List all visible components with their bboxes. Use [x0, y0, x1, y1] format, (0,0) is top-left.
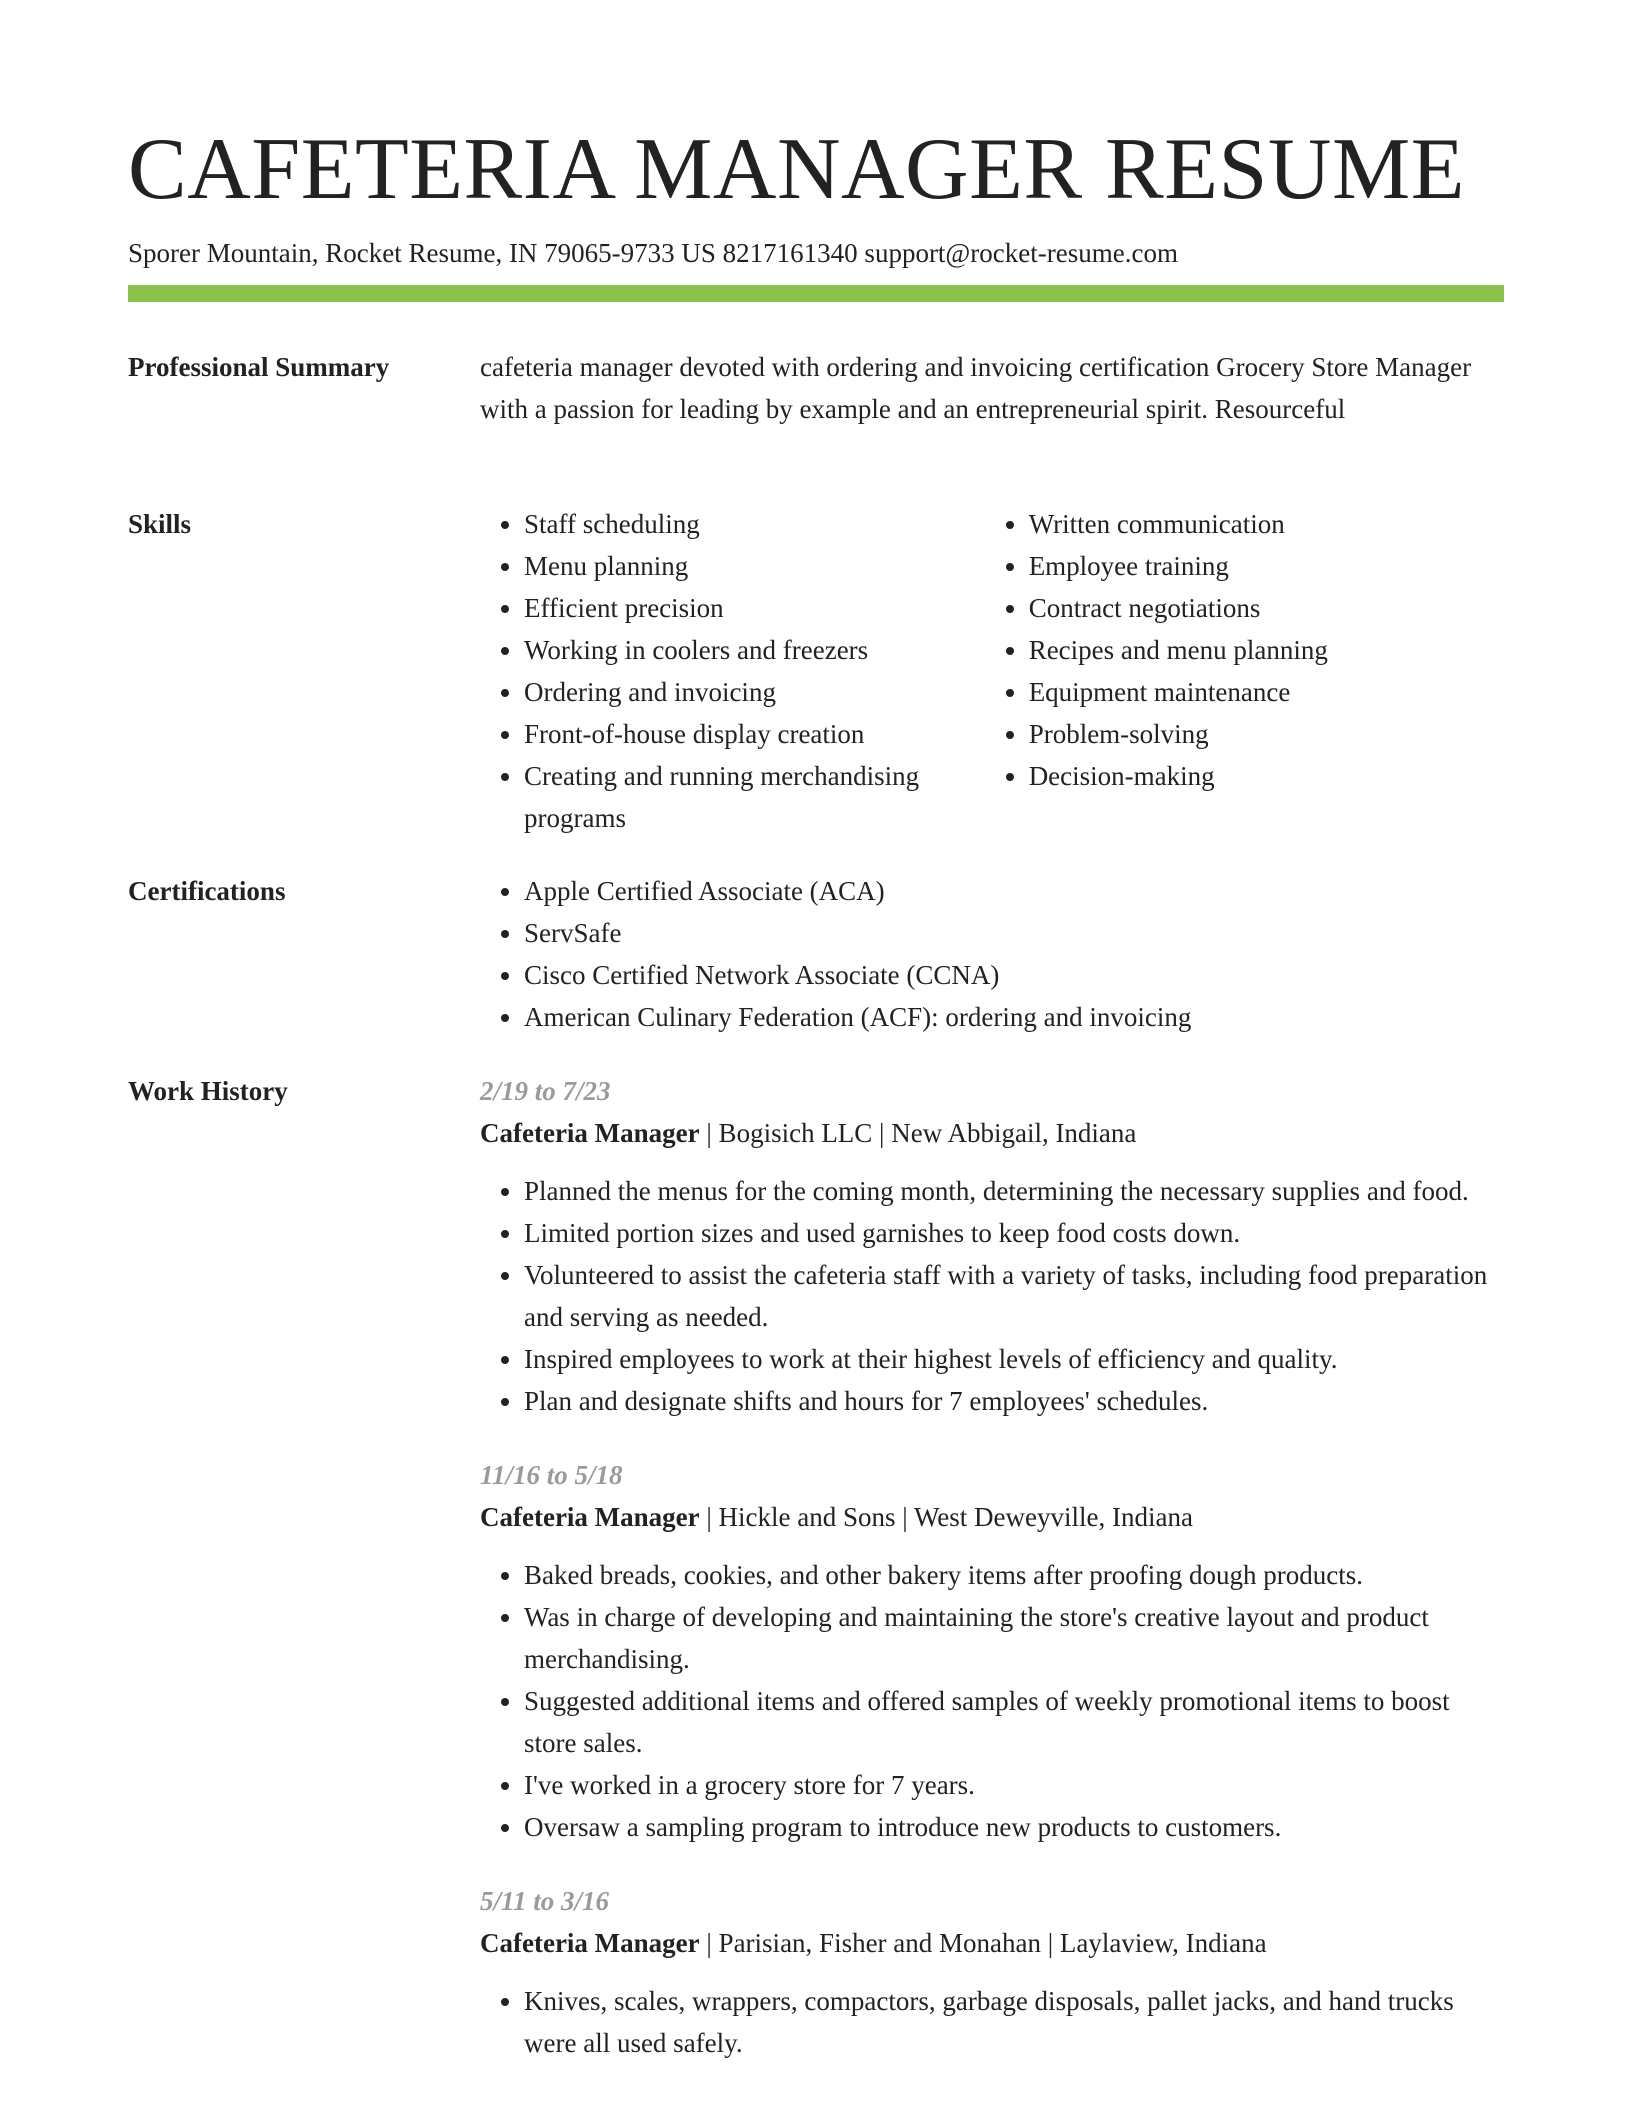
list-item: • Plan and designate shifts and hours for 7 employees' schedules. [524, 1380, 1504, 1422]
list-item: • I've worked in a grocery store for 7 years. [524, 1764, 1504, 1806]
resume-title: CAFETERIA MANAGER RESUME [128, 121, 1465, 218]
list-item: • Contract negotiations [1029, 587, 1504, 629]
list-item: • Suggested additional items and offered samples of weekly promotional items to boost store sales. [524, 1680, 1504, 1764]
job-details: | Parisian, Fisher and Monahan | Laylaview, Indiana [699, 1928, 1267, 1958]
job-bullets [480, 1170, 1504, 1422]
section-label: Professional Summary [128, 352, 390, 382]
list-item: • Problem-solving [1029, 713, 1504, 755]
section-label: Work History [128, 1076, 288, 1106]
work-history-list [480, 1070, 1504, 2096]
contact-line: Sporer Mountain, Rocket Resume, IN 79065-9733 US 8217161340 support@rocket-resume.com [128, 238, 1178, 268]
job-title: Cafeteria Manager [480, 1928, 700, 1958]
job-heading [480, 1922, 1504, 1964]
list-item: • Staff scheduling [524, 503, 985, 545]
job-heading [480, 1496, 1504, 1538]
list-item: • Oversaw a sampling program to introduce new products to customers. [524, 1806, 1504, 1848]
certifications-list [480, 870, 1504, 1038]
list-item: • Inspired employees to work at their highest levels of efficiency and quality. [524, 1338, 1504, 1380]
job-entry [480, 1070, 1504, 1422]
list-item: • Was in charge of developing and maintaining the store's creative layout and product merchandising. [524, 1596, 1504, 1680]
list-item: • Written communication [1029, 503, 1504, 545]
list-item: • Employee training [1029, 545, 1504, 587]
list-item: • Ordering and invoicing [524, 671, 985, 713]
list-item: • Decision-making [1029, 755, 1504, 797]
section-label: Skills [128, 509, 192, 539]
list-item: • Baked breads, cookies, and other bakery items after proofing dough products. [524, 1554, 1504, 1596]
list-item: • Front-of-house display creation [524, 713, 985, 755]
list-item: • ServSafe [524, 912, 1504, 954]
job-details: | Hickle and Sons | West Deweyville, Indiana [699, 1502, 1193, 1532]
list-item: • Limited portion sizes and used garnishes to keep food costs down. [524, 1212, 1504, 1254]
resume-header [128, 118, 1504, 270]
list-item: • Apple Certified Associate (ACA) [524, 870, 1504, 912]
job-title: Cafeteria Manager [480, 1118, 700, 1148]
job-bullets [480, 1554, 1504, 1848]
job-date: 5/11 to 3/16 [480, 1886, 610, 1916]
skills-list-left [480, 503, 985, 839]
list-item: • Recipes and menu planning [1029, 629, 1504, 671]
job-entry [480, 1880, 1504, 2064]
skills-list-right [985, 503, 1504, 839]
list-item: • Cisco Certified Network Associate (CCNA) [524, 954, 1504, 996]
section-label: Certifications [128, 876, 286, 906]
job-entry [480, 1454, 1504, 1848]
list-item: • Efficient precision [524, 587, 985, 629]
list-item: • Creating and running merchandising programs [524, 755, 985, 839]
list-item: • Menu planning [524, 545, 985, 587]
job-title: Cafeteria Manager [480, 1502, 700, 1532]
summary-text: cafeteria manager devoted with ordering and invoicing certification Grocery Store Manager with a passion for leading by example and an entrepreneurial spirit. Resourceful [480, 352, 1472, 424]
list-item: • American Culinary Federation (ACF): ordering and invoicing [524, 996, 1504, 1038]
list-item: • Volunteered to assist the cafeteria staff with a variety of tasks, including food preparation and serving as needed. [524, 1254, 1504, 1338]
job-date: 11/16 to 5/18 [480, 1460, 623, 1490]
accent-divider [128, 285, 1504, 302]
job-details: | Bogisich LLC | New Abbigail, Indiana [699, 1118, 1137, 1148]
list-item: • Working in coolers and freezers [524, 629, 985, 671]
job-date: 2/19 to 7/23 [480, 1076, 611, 1106]
list-item: • Knives, scales, wrappers, compactors, garbage disposals, pallet jacks, and hand trucks were all used safely. [524, 1980, 1504, 2064]
job-bullets [480, 1980, 1504, 2064]
list-item: • Equipment maintenance [1029, 671, 1504, 713]
list-item: • Planned the menus for the coming month, determining the necessary supplies and food. [524, 1170, 1504, 1212]
job-heading [480, 1112, 1504, 1154]
